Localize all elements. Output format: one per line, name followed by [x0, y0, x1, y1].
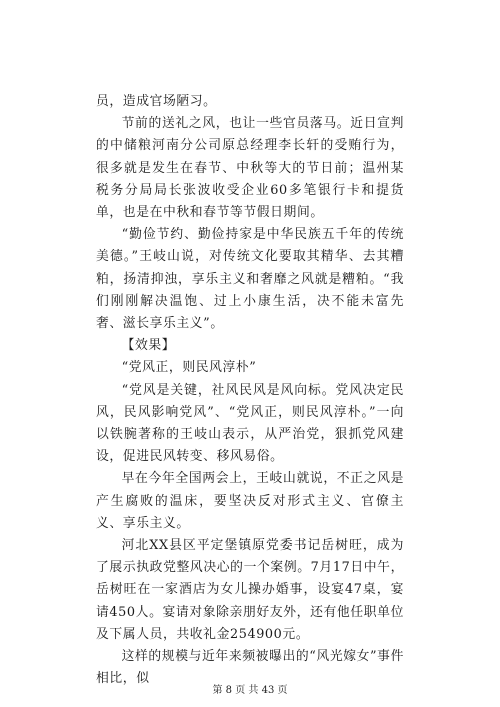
- paragraph-case-study: 河北XX县区平定堡镇原党委书记岳树旺，成为了展示执政党整风决心的一个案例。7月17日中午，岳树旺在一家酒店为女儿操办婚事，设宴47桌，宴请450人。宴请对象除亲朋好友外，还有他任职单位及下属人员，共收礼金254900元。: [96, 538, 404, 642]
- page-footer: 第 8 页 共 43 页: [212, 685, 288, 696]
- document-body: [96, 91, 404, 690]
- paragraph-comparison: 这样的规模与近年来频被曝出的“风光嫁女”事件相比，似: [96, 649, 404, 687]
- subheading-party-style: “党风正，则民风淳朴”: [121, 360, 257, 376]
- paragraph-two-sessions: 早在今年全国两会上，王岐山就说，不正之风是产生腐败的温床，要坚决反对形式主义、官僚主义、享乐主义。: [96, 471, 404, 531]
- paragraph-party-style: “党风是关键，社风民风是风向标。党风决定民风，民风影响党风”、“党风正，则民风淳朴。”一向以铁腕著称的王岐山表示，从严治党，狠抓党风建设，促进民风转变、移风易俗。: [96, 382, 404, 465]
- paragraph-holiday-gifts: 节前的送礼之风，也让一些官员落马。近日宣判的中储粮河南分公司原总经理李长轩的受贿行为，很多就是发生在春节、中秋等大的节日前；温州某税务分局局长张波收受企业60多笔银行卡和提货单，也是在中秋和春节等节假日期间。: [96, 116, 404, 221]
- paragraph-frugality-quote: “勤俭节约、勤俭持家是中华民族五千年的传统美德。”王岐山说，对传统文化要取其精华、去其糟粕，扬清抑浊，享乐主义和奢靡之风就是糟粕。“我们刚刚解决温饱、过上小康生活，决不能未富先奢、滋长享乐主义”。: [96, 227, 404, 332]
- section-heading-effect: 【效果】: [121, 338, 176, 354]
- paragraph-continuation: 员，造成官场陋习。: [96, 94, 217, 109]
